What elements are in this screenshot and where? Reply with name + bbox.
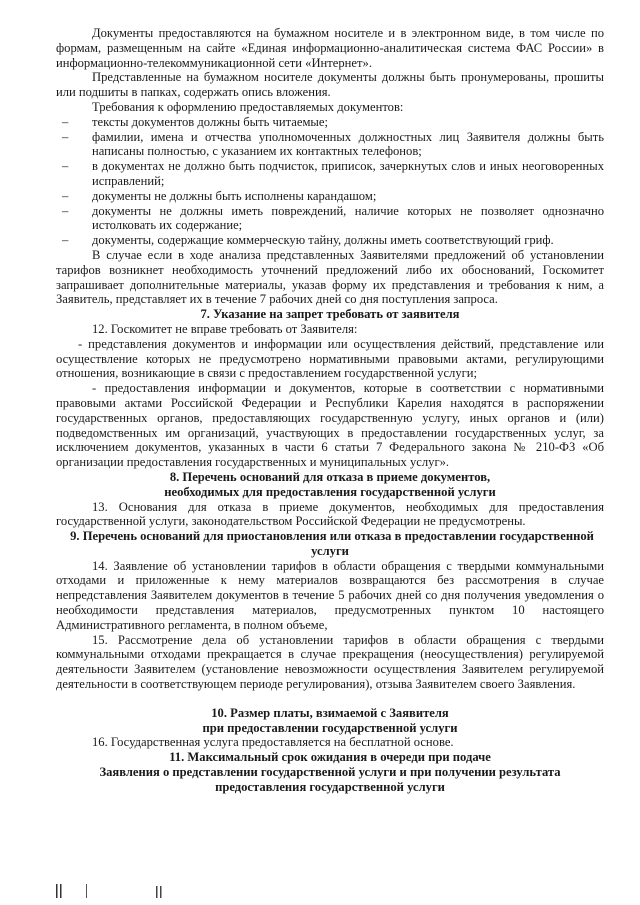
bullet-paragraph: - предоставления информации и документов, которые в соответствии с нормативными правовыми актами Российской Федерации и Республики Карелия находятся в распоряжении государственных органов, предоставляющих государственную услугу, иных органов и (или) подведомственных им организаций, участвующих в предоставлении государственных услуг, за исключением документов, указанных в части 6 статьи 7 Федерального закона № 210-ФЗ «Об организации предоставления государственных и муниципальных услуг». bbox=[56, 381, 604, 470]
paragraph-13: 13. Основания для отказа в приеме документов, необходимых для предоставления государственной услуги, законодательством Российской Федерации не предусмотрены. bbox=[56, 499, 604, 529]
scan-artifact-icon bbox=[56, 884, 196, 898]
paragraph-12: 12. Госкомитет не вправе требовать от Заявителя: bbox=[92, 321, 358, 336]
section-7-heading: 7. Указание на запрет требовать от заявителя bbox=[200, 307, 460, 322]
dash-marker: – bbox=[62, 233, 69, 248]
list-item bbox=[56, 130, 604, 160]
paragraph-additional-materials: В случае если в ходе анализа представленных Заявителями предложений об установлении тарифов возникнет необходимость уточнений предложений либо их обоснований, Госкомитет запрашивает дополнительные материалы, указав форму их представления и требования к ним, а Заявитель, представляет их в течение 7 рабочих дней со дня поступления запроса. bbox=[56, 247, 604, 307]
bullet-paragraph: - представления документов и информации или осуществления действий, представление или осуществление которых не предусмотрено нормативными правовыми актами, регулирующими отношения, возникающие в связи с предоставлением государственной услуги; bbox=[56, 336, 604, 381]
list-item bbox=[56, 189, 604, 204]
section-9-heading-line-2: услуги bbox=[311, 543, 349, 558]
requirement-text: документы не должны иметь повреждений, наличие которых не позволяет однозначно истолковать их содержание; bbox=[92, 203, 604, 233]
section-9-heading-line-1: 9. Перечень оснований для приостановления или отказа в предоставлении государственной bbox=[70, 529, 594, 544]
requirement-text: в документах не должно быть подчисток, приписок, зачеркнутых слов и иных неоговоренных исправлений; bbox=[92, 159, 604, 188]
section-11-heading-line-1: 11. Максимальный срок ожидания в очереди при подаче bbox=[169, 750, 491, 765]
dash-marker: – bbox=[62, 188, 69, 203]
list-item bbox=[56, 115, 604, 130]
paragraph-requirements-intro: Требования к оформлению предоставляемых документов: bbox=[92, 99, 404, 114]
section-8-heading-line-2: необходимых для предоставления государственной услуги bbox=[164, 484, 496, 499]
dash-marker: – bbox=[62, 159, 69, 174]
list-item bbox=[56, 233, 604, 248]
section-10-heading-line-1: 10. Размер платы, взимаемой с Заявителя bbox=[211, 705, 449, 720]
section-11-heading-line-2: Заявления о представлении государственной услуги и при получении результата bbox=[99, 765, 561, 780]
requirement-text: тексты документов должны быть читаемые; bbox=[92, 114, 328, 129]
paragraph-15: 15. Рассмотрение дела об установлении тарифов в области обращения с твердыми коммунальными отходами прекращается в случае прекращения (неосуществления) регулируемой деятельности Заявителем (установление невозможности осуществления Заявителем регулируемой деятельности в соответствующем периоде регулирования), отзыва Заявителем своего Заявления. bbox=[56, 632, 604, 692]
dash-marker: – bbox=[62, 129, 69, 144]
requirement-text: фамилии, имена и отчества уполномоченных должностных лиц Заявителя должны быть написаны полностью, с указанием их контактных телефонов; bbox=[92, 129, 604, 159]
paragraph-16: 16. Государственная услуга предоставляется на бесплатной основе. bbox=[92, 735, 454, 750]
paragraph-paper-requirements: Представленные на бумажном носителе документы должны быть пронумерованы, прошиты или подшиты в папках, содержать опись вложения. bbox=[56, 70, 604, 100]
section-10-heading-line-2: при предоставлении государственной услуги bbox=[202, 720, 458, 735]
scan-edge-marks bbox=[56, 884, 196, 903]
section-11-heading-line-3: предоставления государственной услуги bbox=[215, 779, 445, 794]
dash-marker: – bbox=[62, 203, 69, 218]
list-item bbox=[56, 159, 604, 189]
requirement-text: документы, содержащие коммерческую тайну, должны иметь соответствующий гриф. bbox=[92, 233, 554, 248]
section-8-heading-line-1: 8. Перечень оснований для отказа в приеме документов, bbox=[169, 469, 491, 484]
dash-marker: – bbox=[62, 114, 69, 129]
requirement-text: документы не должны быть исполнены карандашом; bbox=[92, 188, 377, 203]
paragraph-document-forms: Документы предоставляются на бумажном носителе и в электронном виде, в том числе по формам, размещенным на сайте «Единая информационно-аналитическая система ФАС России» в информационно-телекоммуникационной сети «Интернет». bbox=[56, 26, 604, 70]
paragraph-14: 14. Заявление об установлении тарифов в области обращения с твердыми коммунальными отходами и приложенные к нему материалов возвращаются без рассмотрения в случае непредставления Заявителем документов в течение 5 рабочих дней со дня получения уведомления о необходимости представления материалов, предусмотренных пунктом 10 настоящего Административного регламента, в полном объеме, bbox=[56, 558, 604, 632]
list-item bbox=[56, 204, 604, 234]
spacer bbox=[56, 692, 604, 706]
